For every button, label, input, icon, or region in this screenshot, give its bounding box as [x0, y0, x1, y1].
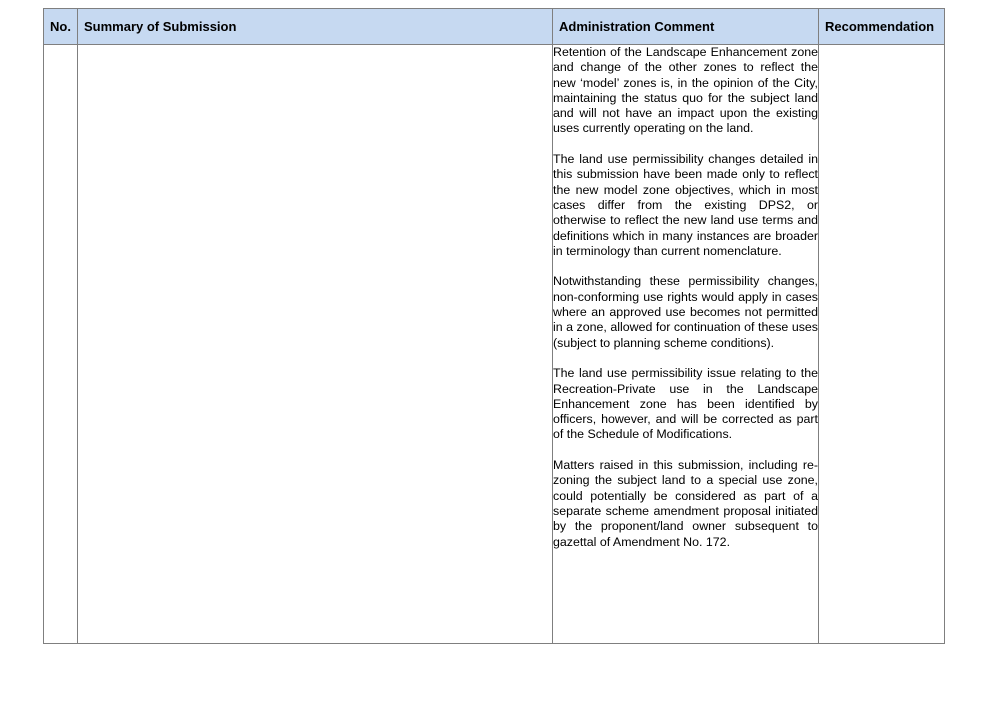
comment-paragraph: The land use permissibility changes detailed in this submission have been made only to reflect the new model zone objectives, which in most cases differ from the existing DPS2, or otherwise to reflect the new land use terms and definitions which in many instances are broader in terminology than current nomenclature.	[553, 152, 818, 258]
cell-administration-comment	[553, 45, 819, 644]
cell-summary	[78, 45, 553, 644]
column-header-no: No.	[44, 9, 78, 45]
submissions-table	[43, 8, 945, 644]
comment-paragraph: Retention of the Landscape Enhancement zone and change of the other zones to reflect the new ‘model’ zones is, in the opinion of the City, maintaining the status quo for the subject land and will not have an impact upon the existing uses currently operating on the land.	[553, 45, 818, 136]
column-header-summary: Summary of Submission	[78, 9, 553, 45]
cell-recommendation	[819, 45, 945, 644]
comment-paragraph: Notwithstanding these permissibility changes, non-conforming use rights would apply in cases where an approved use becomes not permitted in a zone, allowed for continuation of these uses (subject to planning scheme conditions).	[553, 274, 818, 350]
column-header-comment: Administration Comment	[553, 9, 819, 45]
table-header	[44, 9, 945, 45]
comment-paragraph: The land use permissibility issue relating to the Recreation-Private use in the Landscape Enhancement zone has been identified by officers, however, and will be corrected as part of the Schedule of Modifications.	[553, 366, 818, 442]
header-row	[44, 9, 945, 45]
table-body	[44, 45, 945, 644]
comment-paragraph: Matters raised in this submission, including re-zoning the subject land to a special use zone, could potentially be considered as part of a separate scheme amendment proposal initiated by the proponent/land owner subsequent to gazettal of Amendment No. 172.	[553, 458, 818, 549]
cell-no	[44, 45, 78, 644]
column-header-recommendation: Recommendation	[819, 9, 945, 45]
table-row	[44, 45, 945, 644]
